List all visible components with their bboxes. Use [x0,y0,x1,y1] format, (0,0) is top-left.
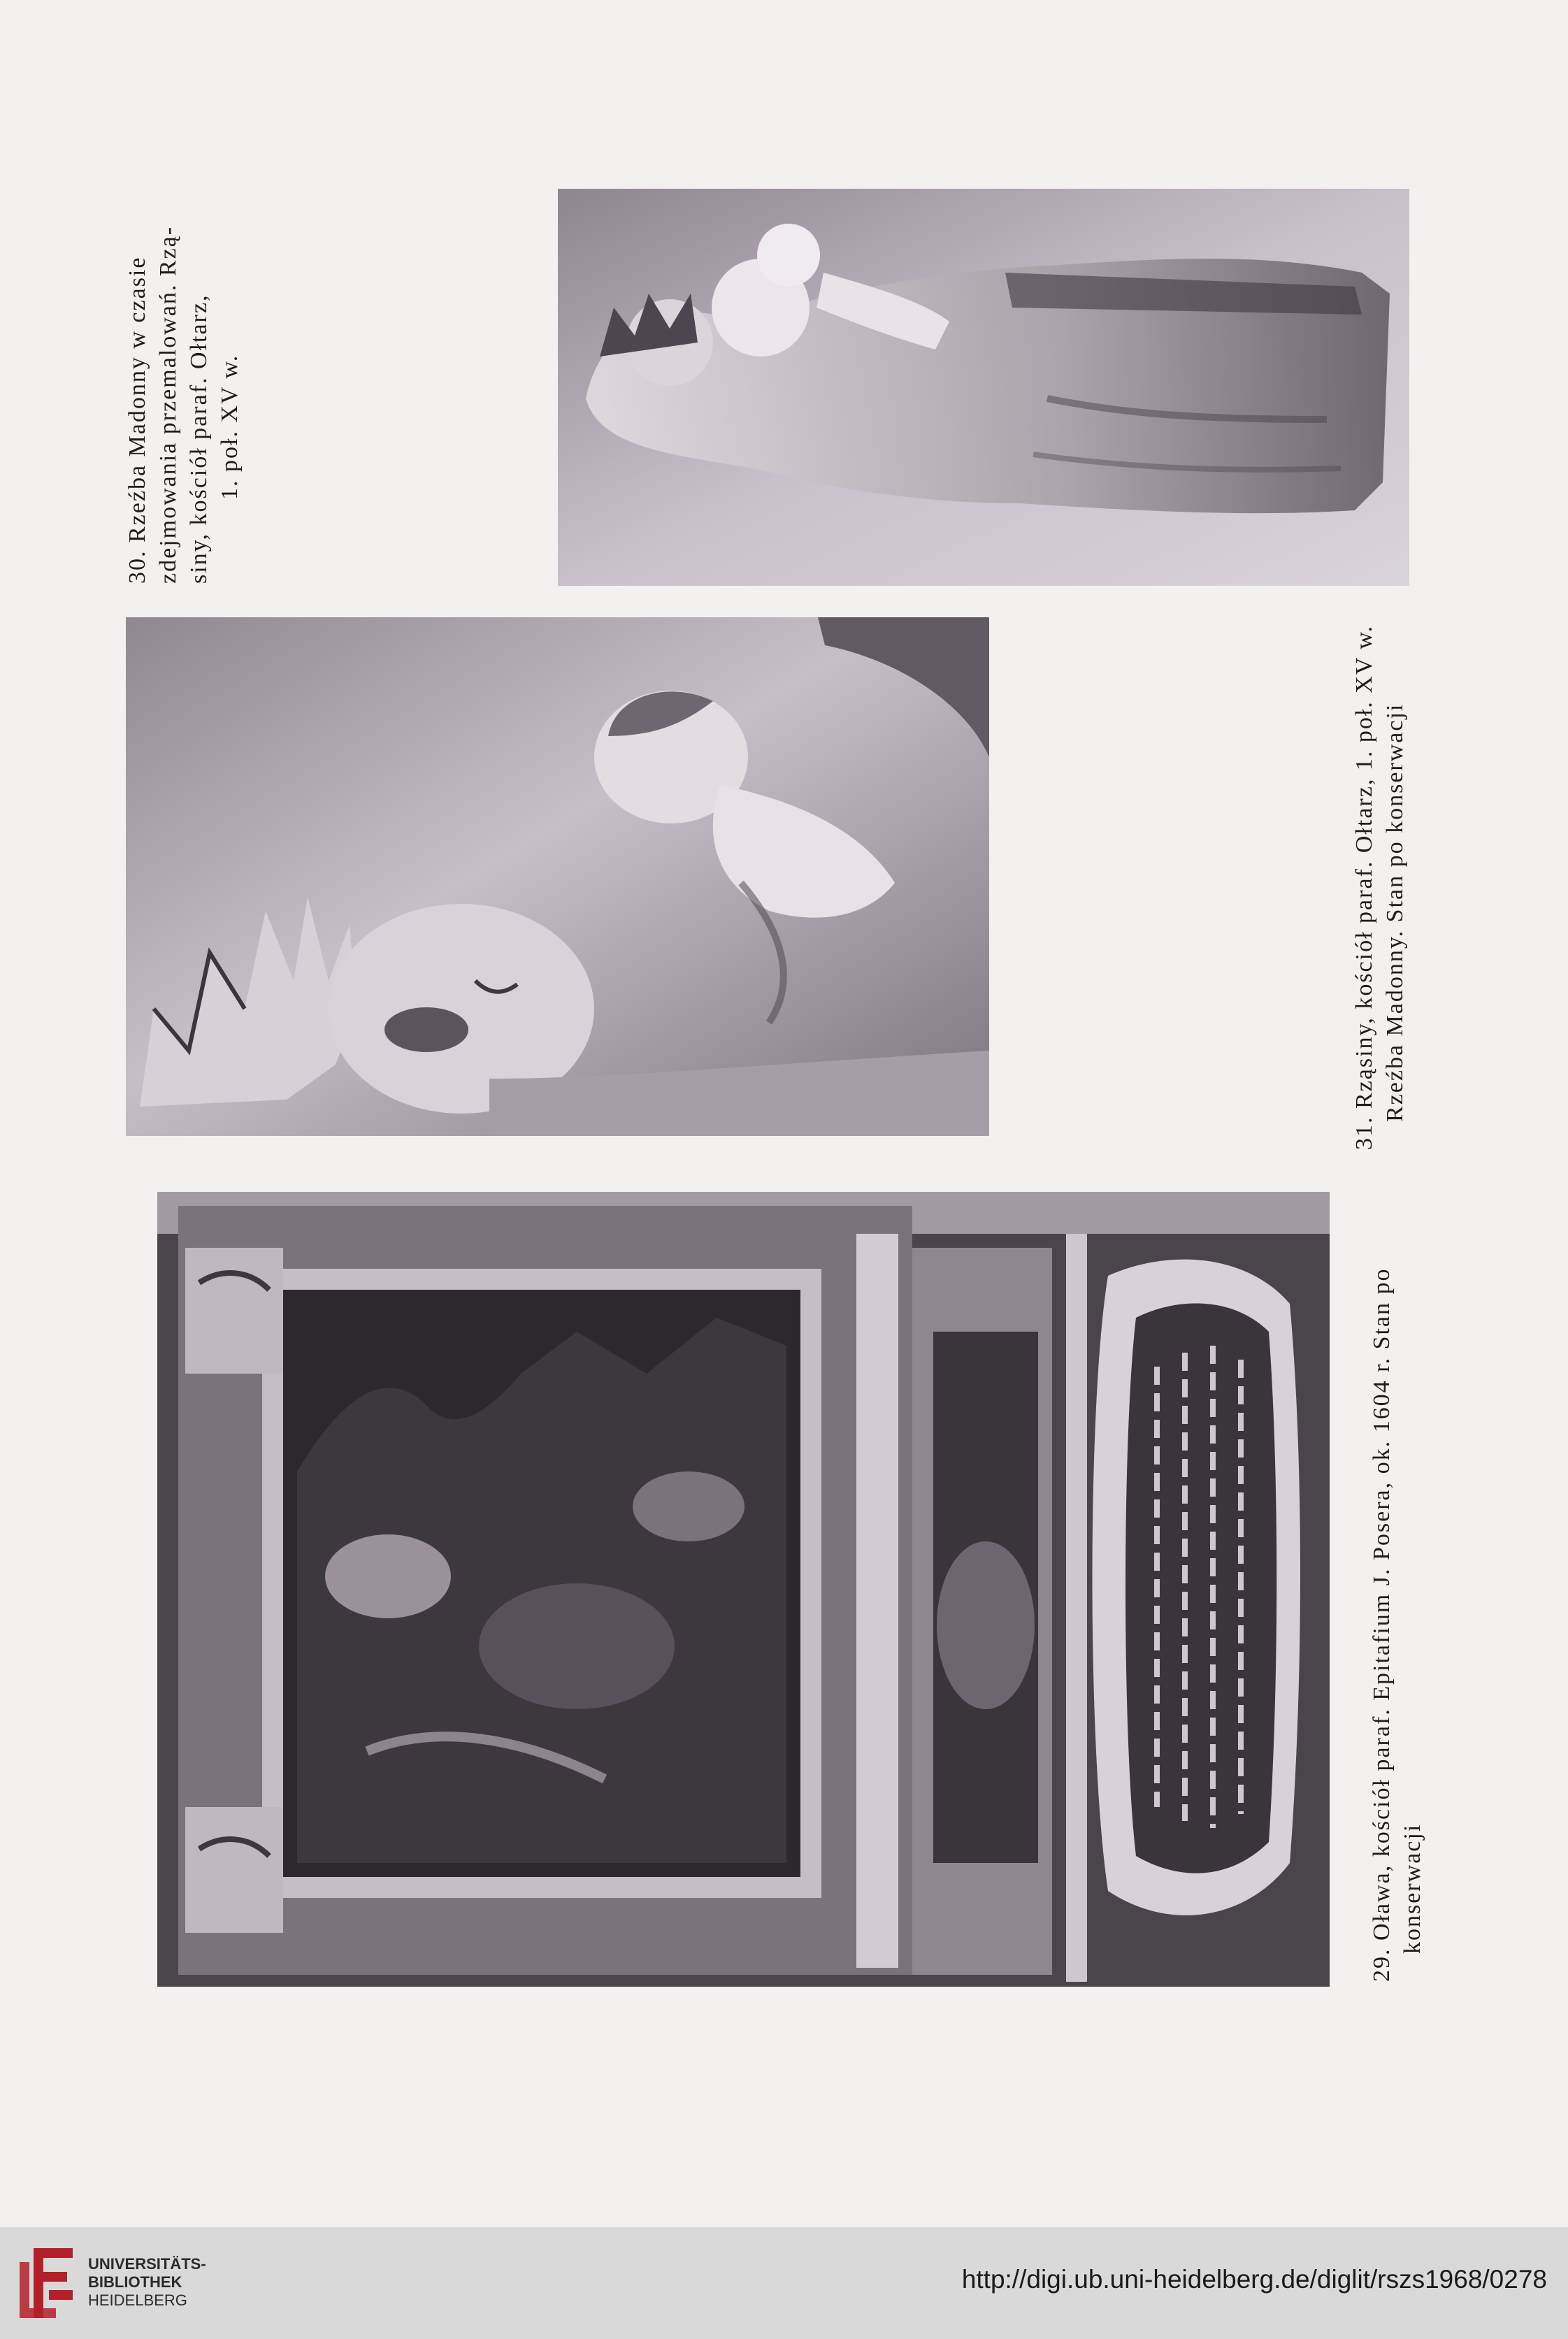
caption-line: 30. Rzeźba Madonny w czasie [124,256,150,584]
library-name-line: BIBLIOTHEK [88,2273,182,2291]
library-name [88,2255,206,2310]
madonna-closeup-image [126,617,989,1136]
footer-bar [0,2227,1568,2339]
madonna-statue-image [558,189,1409,586]
caption-line: konserwacji [1400,1823,1425,1954]
photo-figure-31 [126,617,989,1136]
library-name-line: UNIVERSITÄTS- [88,2255,206,2273]
library-name-line: HEIDELBERG [88,2291,187,2309]
caption-figure-30 [122,226,245,584]
photo-figure-29 [157,1192,1330,1987]
epitaph-image [157,1192,1330,1987]
caption-line: siny, kościół paraf. Ołtarz, [186,294,212,584]
caption-figure-31 [1349,625,1411,1150]
caption-line: 31. Rząsiny, kościół paraf. Ołtarz, 1. poł. XV w. [1351,624,1377,1150]
permalink-url[interactable]: http://digi.ub.uni-heidelberg.de/diglit/rszs1968/0278 [961,2265,1547,2294]
caption-figure-29 [1367,1267,1428,1982]
caption-line: 1. poł. XV w. [217,354,243,500]
caption-line: zdejmowania przemalowań. Rzą- [155,225,181,584]
caption-line: 29. Oława, kościół paraf. Epitafium J. Posera, ok. 1604 r. Stan po [1369,1267,1395,1982]
photo-figure-30 [558,189,1409,586]
caption-line: Rzeźba Madonny. Stan po konserwacji [1382,703,1408,1122]
university-library-logo-icon [13,2241,80,2325]
